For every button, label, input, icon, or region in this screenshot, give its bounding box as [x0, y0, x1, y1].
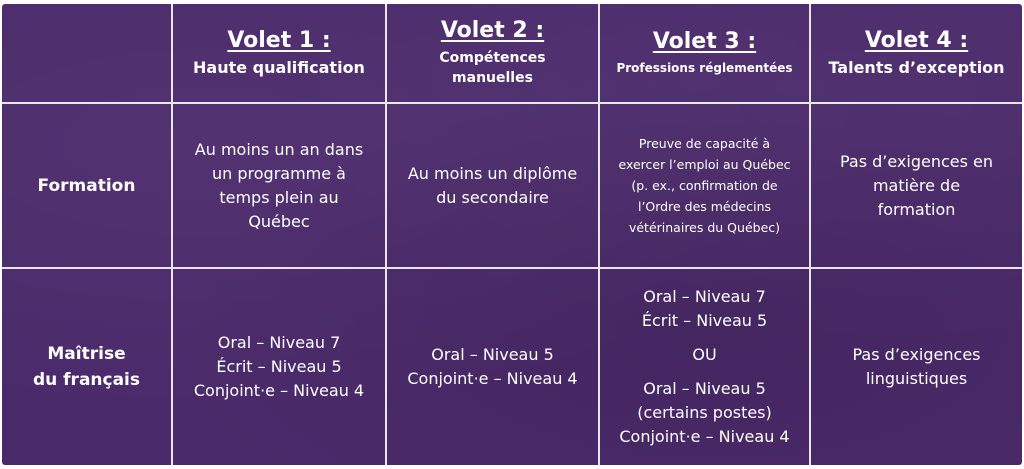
text-line: du secondaire — [436, 187, 549, 207]
volet-2-title: Volet 2 : — [440, 18, 545, 43]
text-line: Au moins un an dans — [194, 139, 364, 159]
volet-2-subtitle-line-1: Compétences — [439, 50, 546, 66]
francais-volet-4 — [811, 269, 1022, 465]
text-line: Oral – Niveau 7 — [217, 333, 341, 352]
text-line: vétérinaires du Québec) — [628, 220, 781, 235]
text-line: matière de — [872, 175, 961, 195]
volet-4-title: Volet 4 : — [864, 28, 969, 53]
text-line: temps plein au — [219, 187, 339, 207]
text-line: Oral – Niveau 5 — [643, 379, 766, 398]
text-line: Écrit – Niveau 5 — [641, 311, 768, 330]
volet-1-subtitle: Haute qualification — [193, 58, 365, 77]
corner-cell — [2, 4, 173, 104]
volet-4-subtitle: Talents d’exception — [828, 58, 1005, 77]
volet-1-title: Volet 1 : — [227, 28, 331, 53]
francais-volet-1 — [173, 269, 387, 465]
formation-volet-1 — [173, 104, 387, 269]
francais-label-line-1: Maîtrise — [47, 344, 126, 364]
volet-2-subtitle-line-2: manuelles — [452, 70, 533, 86]
text-line: Conjoint·e – Niveau 4 — [193, 381, 365, 400]
comparison-table — [2, 4, 1022, 465]
text-line: Québec — [248, 211, 310, 231]
ou-separator: OU — [692, 345, 717, 364]
text-line: exercer l’emploi au Québec — [618, 157, 791, 172]
text-line: linguistiques — [865, 369, 968, 388]
formation-label: Formation — [37, 175, 136, 196]
comparison-board — [2, 4, 1022, 465]
text-line: Oral – Niveau 7 — [643, 287, 766, 306]
row-label-formation — [2, 104, 173, 269]
formation-volet-2 — [387, 104, 600, 269]
text-line: l’Ordre des médecins — [637, 199, 772, 214]
text-line: Pas d’exigences en — [839, 151, 994, 171]
francais-label-line-2: du français — [32, 370, 141, 390]
text-line: Au moins un diplôme — [407, 163, 578, 183]
text-line: Preuve de capacité à — [638, 136, 771, 151]
francais-volet-3 — [600, 269, 811, 465]
text-line: Pas d’exigences — [852, 345, 981, 364]
header-volet-3 — [600, 4, 811, 104]
header-volet-4 — [811, 4, 1022, 104]
text-line: formation — [877, 199, 956, 219]
text-line: Conjoint·e – Niveau 4 — [407, 369, 578, 388]
row-label-francais — [2, 269, 173, 465]
formation-volet-3 — [600, 104, 811, 269]
francais-volet-2 — [387, 269, 600, 465]
text-line: Écrit – Niveau 5 — [216, 357, 342, 376]
text-line: Conjoint·e – Niveau 4 — [619, 427, 790, 446]
text-line: un programme à — [212, 163, 346, 183]
header-volet-1 — [173, 4, 387, 104]
text-line: Oral – Niveau 5 — [431, 345, 554, 364]
formation-volet-4 — [811, 104, 1022, 269]
text-line: (p. ex., confirmation de — [631, 178, 778, 193]
text-line: (certains postes) — [637, 403, 772, 422]
volet-3-title: Volet 3 : — [652, 29, 757, 54]
header-volet-2 — [387, 4, 600, 104]
volet-3-subtitle: Professions réglementées — [616, 61, 793, 75]
